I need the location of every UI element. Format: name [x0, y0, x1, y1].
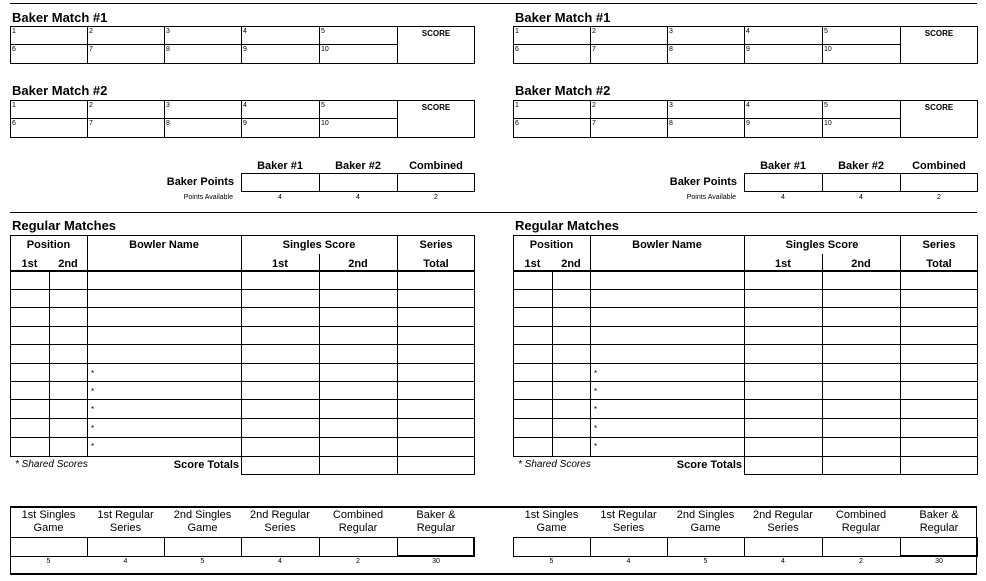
frame-number: 4	[243, 28, 247, 35]
points-available-value: 4	[781, 194, 785, 201]
summary-points-value: 4	[123, 558, 128, 565]
baker-points-divider	[900, 173, 901, 192]
table-row-line	[10, 363, 475, 364]
summary-header-line: Baker &	[919, 509, 959, 521]
frame-number: 2	[89, 28, 93, 35]
baker-match_1-frame-grid	[513, 26, 978, 64]
table-row-line	[10, 344, 475, 345]
frame-number: 2	[592, 102, 596, 109]
score-label: SCORE	[421, 29, 451, 38]
summary-header-line: 1st Regular	[600, 509, 657, 521]
frame-number: 1	[515, 28, 519, 35]
summary-divider	[319, 537, 320, 557]
score-label: SCORE	[924, 29, 954, 38]
frame-number: 4	[746, 28, 750, 35]
series-header: Series	[419, 239, 453, 251]
shared-score-marker: *	[594, 442, 598, 451]
summary-points-value: 5	[200, 558, 205, 565]
shared-score-marker: *	[594, 405, 598, 414]
summary-header	[319, 509, 397, 535]
baker-points-col-header: Baker #2	[838, 160, 884, 172]
frame-row-divider	[514, 118, 900, 119]
frame-number: 10	[824, 120, 832, 127]
baker-points-label: Baker Points	[669, 176, 737, 188]
points-available-label: Points Available	[686, 194, 736, 201]
frame-number: 9	[746, 46, 750, 53]
summary-points-value: 30	[432, 558, 440, 565]
baker-match_1-frame-grid	[10, 26, 475, 64]
header-bottom-rule	[10, 270, 475, 272]
baker-points-divider	[319, 173, 320, 192]
column-divider	[822, 254, 823, 475]
frame-divider	[241, 101, 242, 137]
summary-header-line: Combined	[835, 509, 887, 521]
frame-number: 2	[89, 102, 93, 109]
frame-divider	[667, 101, 668, 137]
summary-header-line: Regular	[416, 522, 456, 534]
summary-header	[397, 509, 475, 535]
frame-number: 7	[89, 120, 93, 127]
summary-header-line: Combined	[332, 509, 384, 521]
frame-number: 8	[166, 120, 170, 127]
score-label: SCORE	[421, 103, 451, 112]
summary-divider	[744, 537, 745, 557]
summary-header-line: 2nd Singles	[173, 509, 232, 521]
baker-points-input-row	[241, 173, 475, 192]
summary-header-line: Series	[612, 522, 645, 534]
summary-divider	[822, 537, 823, 557]
column-divider	[241, 235, 242, 475]
score-totals-label: Score Totals	[676, 459, 742, 471]
points-available-value: 4	[859, 194, 863, 201]
frame-divider	[822, 101, 823, 137]
frame-number: 5	[824, 28, 828, 35]
frame-number: 3	[669, 102, 673, 109]
table-row-line	[10, 399, 475, 400]
table-row-line	[10, 326, 475, 327]
table-row-line	[513, 344, 978, 345]
baker-points-col-header: Combined	[912, 160, 966, 172]
frame-divider	[164, 27, 165, 63]
summary-divider	[241, 537, 242, 557]
summary-header-line: Regular	[841, 522, 881, 534]
frame-row-divider	[11, 44, 397, 45]
frame-number: 7	[592, 46, 596, 53]
column-divider	[87, 235, 88, 475]
summary-header-line: Game	[33, 522, 64, 534]
frame-number: 9	[243, 46, 247, 53]
position-2nd-header: 2nd	[561, 258, 581, 270]
column-divider	[744, 235, 745, 475]
summary-points-value: 4	[278, 558, 282, 565]
summary-header	[667, 509, 744, 535]
baker-match_1-title: Baker Match #1	[12, 10, 108, 25]
frame-divider	[667, 27, 668, 63]
frame-number: 10	[321, 46, 329, 53]
frame-number: 3	[166, 28, 170, 35]
frame-divider	[241, 27, 242, 63]
top-rule	[10, 3, 977, 4]
frame-number: 6	[12, 46, 16, 53]
singles-2nd-header: 2nd	[348, 258, 368, 270]
frame-number: 4	[746, 102, 750, 109]
frame-number: 6	[12, 120, 16, 127]
score-totals-label: Score Totals	[173, 459, 239, 471]
baker-match_2-frame-grid	[10, 100, 475, 138]
summary-header-line: 2nd Singles	[676, 509, 735, 521]
position-1st-header: 1st	[21, 258, 38, 270]
frame-row-divider	[11, 118, 397, 119]
shared-score-marker: *	[594, 387, 598, 396]
bowler-name-header: Bowler Name	[129, 239, 199, 251]
bowler-name-header: Bowler Name	[632, 239, 702, 251]
summary-header-line: Baker &	[416, 509, 456, 521]
summary-header	[10, 509, 87, 535]
baker-points-divider	[397, 173, 398, 192]
singles-2nd-header: 2nd	[851, 258, 871, 270]
frame-divider	[319, 101, 320, 137]
summary-header-line: Game	[536, 522, 567, 534]
column-divider	[319, 254, 320, 475]
baker-match_2-title: Baker Match #2	[515, 83, 611, 98]
summary-header	[87, 509, 164, 535]
points-available-value: 2	[434, 194, 438, 201]
shared-score-marker: *	[594, 424, 598, 433]
summary-points-value: 4	[626, 558, 631, 565]
frame-number: 3	[166, 102, 170, 109]
frame-number: 2	[592, 28, 596, 35]
summary-points-value: 30	[935, 558, 943, 565]
summary-header-line: 1st Regular	[97, 509, 154, 521]
frame-divider	[87, 27, 88, 63]
summary-points-value: 5	[46, 558, 51, 565]
mid-rule	[10, 212, 977, 213]
frame-number: 8	[166, 46, 170, 53]
frame-divider	[590, 101, 591, 137]
baker-match_1-title: Baker Match #1	[515, 10, 611, 25]
frame-number: 6	[515, 120, 519, 127]
table-row-line	[513, 437, 978, 438]
shared-score-marker: *	[91, 387, 95, 396]
frame-number: 9	[243, 120, 247, 127]
summary-header-line: Series	[109, 522, 142, 534]
summary-header-line: 2nd Regular	[753, 509, 813, 521]
summary-header-line: 1st Singles	[21, 509, 76, 521]
frame-number: 6	[515, 46, 519, 53]
singles-score-header: Singles Score	[282, 239, 356, 251]
frame-number: 5	[321, 28, 325, 35]
summary-header	[900, 509, 978, 535]
baker-match_2-frame-grid	[513, 100, 978, 138]
frame-number: 1	[12, 102, 16, 109]
points-available-value: 2	[937, 194, 941, 201]
frame-number: 4	[243, 102, 247, 109]
table-row-line	[10, 381, 475, 382]
frame-number: 7	[592, 120, 596, 127]
frame-number: 9	[746, 120, 750, 127]
baker-points-label: Baker Points	[166, 176, 234, 188]
table-row-line	[10, 418, 475, 419]
shared-score-marker: *	[91, 405, 95, 414]
total-header: Total	[926, 258, 952, 270]
summary-header	[164, 509, 241, 535]
points-available-value: 4	[278, 194, 282, 201]
frame-number: 1	[515, 102, 519, 109]
frame-number: 5	[824, 102, 828, 109]
shared-scores-note: * Shared Scores	[518, 459, 591, 470]
summary-divider	[590, 537, 591, 557]
position-2nd-header: 2nd	[58, 258, 78, 270]
total-header: Total	[423, 258, 449, 270]
baker-points-divider	[822, 173, 823, 192]
summary-points-value: 2	[859, 558, 863, 565]
singles-score-header: Singles Score	[785, 239, 859, 251]
table-row-line	[513, 381, 978, 382]
frame-number: 8	[669, 120, 673, 127]
table-row-line	[10, 307, 475, 308]
position-1st-header: 1st	[524, 258, 541, 270]
column-divider	[900, 235, 901, 475]
frame-divider	[822, 27, 823, 63]
points-available-label: Points Available	[183, 194, 233, 201]
frame-divider	[87, 101, 88, 137]
summary-header	[744, 509, 822, 535]
baker-match_2-title: Baker Match #2	[12, 83, 108, 98]
frame-number: 1	[12, 28, 16, 35]
summary-header-line: Regular	[919, 522, 959, 534]
summary-header-line: Game	[690, 522, 721, 534]
frame-row-divider	[514, 44, 900, 45]
frame-number: 3	[669, 28, 673, 35]
frame-divider	[744, 101, 745, 137]
baker-regular-total-box	[900, 537, 978, 557]
frame-divider	[590, 27, 591, 63]
frame-number: 10	[824, 46, 832, 53]
summary-points-value: 4	[781, 558, 785, 565]
points-available-value: 4	[356, 194, 360, 201]
singles-1st-header: 1st	[272, 258, 288, 270]
table-row-line	[513, 326, 978, 327]
shared-score-marker: *	[594, 369, 598, 378]
summary-header	[822, 509, 900, 535]
column-divider	[397, 235, 398, 475]
baker-points-col-header: Baker #1	[257, 160, 303, 172]
table-row-line	[10, 437, 475, 438]
summary-divider	[164, 537, 165, 557]
table-row-line	[513, 363, 978, 364]
summary-top-rule	[10, 506, 977, 508]
summary-points-value: 5	[703, 558, 708, 565]
baker-points-col-header: Baker #2	[335, 160, 381, 172]
position-header: Position	[529, 239, 574, 251]
table-row-line	[10, 289, 475, 290]
summary-header-line: 1st Singles	[524, 509, 579, 521]
summary-points-value: 2	[356, 558, 360, 565]
frame-number: 7	[89, 46, 93, 53]
baker-points-input-row	[744, 173, 978, 192]
score-label: SCORE	[924, 103, 954, 112]
position-header: Position	[26, 239, 71, 251]
baker-points-col-header: Baker #1	[760, 160, 806, 172]
frame-number: 5	[321, 102, 325, 109]
shared-score-marker: *	[91, 442, 95, 451]
frame-divider	[319, 27, 320, 63]
summary-header	[241, 509, 319, 535]
regular-matches-title: Regular Matches	[12, 218, 117, 233]
summary-header-line: Regular	[338, 522, 378, 534]
table-row-line	[513, 307, 978, 308]
summary-header-line: Series	[767, 522, 799, 534]
summary-divider	[87, 537, 88, 557]
baker-points-col-header: Combined	[409, 160, 463, 172]
frame-divider	[744, 27, 745, 63]
summary-points-value: 5	[549, 558, 554, 565]
summary-header	[590, 509, 667, 535]
header-bottom-rule	[513, 270, 978, 272]
shared-score-marker: *	[91, 369, 95, 378]
regular-matches-title: Regular Matches	[515, 218, 620, 233]
singles-1st-header: 1st	[775, 258, 791, 270]
shared-scores-note: * Shared Scores	[15, 459, 88, 470]
frame-number: 8	[669, 46, 673, 53]
column-divider	[590, 235, 591, 475]
table-row-line	[513, 289, 978, 290]
summary-header-line: Series	[264, 522, 296, 534]
frame-number: 10	[321, 120, 329, 127]
frame-divider	[164, 101, 165, 137]
shared-score-marker: *	[91, 424, 95, 433]
table-row-line	[513, 418, 978, 419]
table-row-line	[513, 399, 978, 400]
baker-regular-total-box	[397, 537, 475, 557]
summary-bottom-rule	[10, 573, 977, 575]
summary-header-line: 2nd Regular	[250, 509, 310, 521]
series-header: Series	[922, 239, 956, 251]
summary-divider	[667, 537, 668, 557]
summary-header	[513, 509, 590, 535]
summary-header-line: Game	[187, 522, 218, 534]
